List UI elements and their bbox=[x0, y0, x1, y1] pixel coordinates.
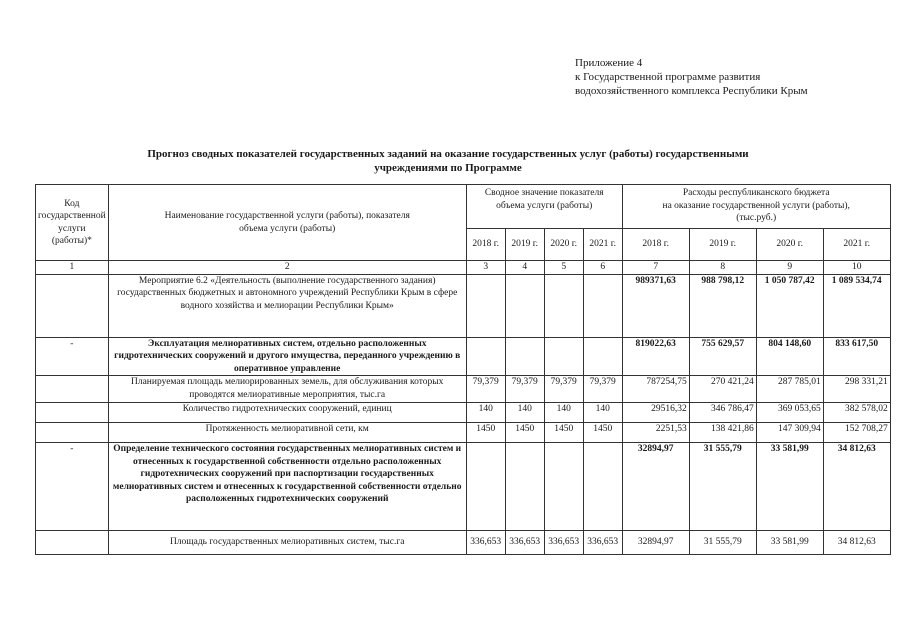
row-expense-2018: 819022,63 bbox=[622, 337, 689, 376]
row-expense-2020: 1 050 787,42 bbox=[756, 274, 823, 337]
row-volume-2019 bbox=[505, 274, 544, 337]
appendix-line-1: Приложение 4 bbox=[575, 57, 643, 69]
row-name: Протяженность мелиоративной сети, км bbox=[108, 423, 466, 443]
column-number: 5 bbox=[544, 261, 583, 275]
row-code bbox=[36, 376, 109, 403]
year-volume-2021: 2021 г. bbox=[583, 229, 622, 261]
row-volume-2020: 336,653 bbox=[544, 531, 583, 555]
header-expenses-line-3: (тыс.руб.) bbox=[736, 213, 777, 223]
row-name: Площадь государственных мелиоративных систем, тыс.га bbox=[108, 531, 466, 555]
row-expense-2018: 29516,32 bbox=[622, 403, 689, 423]
row-expense-2021: 152 708,27 bbox=[823, 423, 890, 443]
row-volume-2019: 1450 bbox=[505, 423, 544, 443]
row-expense-2020: 33 581,99 bbox=[756, 443, 823, 531]
row-expense-2019: 346 786,47 bbox=[689, 403, 756, 423]
row-volume-2019: 140 bbox=[505, 403, 544, 423]
year-expense-2020: 2020 г. bbox=[756, 229, 823, 261]
appendix-line-3: водохозяйственного комплекса Республики Крым bbox=[575, 85, 808, 97]
document-title-line-1: Прогноз сводных показателей государственных заданий на оказание государственных услуг (работы) государственными bbox=[147, 148, 749, 160]
table-row bbox=[36, 531, 891, 555]
document-title bbox=[88, 147, 808, 175]
row-code bbox=[36, 403, 109, 423]
column-number: 1 bbox=[36, 261, 109, 275]
document-title-line-2: учреждениями по Программе bbox=[374, 162, 522, 174]
row-expense-2019: 270 421,24 bbox=[689, 376, 756, 403]
column-number: 6 bbox=[583, 261, 622, 275]
column-number: 10 bbox=[823, 261, 890, 275]
year-expense-2021: 2021 г. bbox=[823, 229, 890, 261]
appendix-note bbox=[575, 56, 808, 98]
column-number: 2 bbox=[108, 261, 466, 275]
row-volume-2021: 1450 bbox=[583, 423, 622, 443]
header-name: Наименование государственной услуги (работы), показателя объема услуги (работы) bbox=[108, 185, 466, 261]
row-expense-2018: 2251,53 bbox=[622, 423, 689, 443]
row-expense-2021: 298 331,21 bbox=[823, 376, 890, 403]
row-code bbox=[36, 423, 109, 443]
table-row bbox=[36, 274, 891, 337]
row-expense-2019: 31 555,79 bbox=[689, 443, 756, 531]
row-expense-2021: 34 812,63 bbox=[823, 531, 890, 555]
row-expense-2021: 833 617,50 bbox=[823, 337, 890, 376]
table-row bbox=[36, 403, 891, 423]
row-code: - bbox=[36, 337, 109, 376]
table-row bbox=[36, 337, 891, 376]
row-volume-2020 bbox=[544, 443, 583, 531]
row-code bbox=[36, 531, 109, 555]
row-volume-2019: 336,653 bbox=[505, 531, 544, 555]
column-number: 4 bbox=[505, 261, 544, 275]
header-expenses-line-2: на оказание государственной услуги (работы), bbox=[662, 200, 850, 211]
year-expense-2019: 2019 г. bbox=[689, 229, 756, 261]
row-name: Определение технического состояния государственных мелиоративных систем и отнесенных к государственной собственности отдельно расположенных гидротехнических сооружений при паспортизации государственных мелиоративных систем и отнесенных к государственной собственности отдельно расположенных гидротехнических сооружений bbox=[108, 443, 466, 531]
row-volume-2021 bbox=[583, 274, 622, 337]
year-volume-2019: 2019 г. bbox=[505, 229, 544, 261]
header-expenses bbox=[622, 185, 890, 229]
forecast-table bbox=[35, 184, 891, 555]
year-volume-2020: 2020 г. bbox=[544, 229, 583, 261]
row-volume-2021: 140 bbox=[583, 403, 622, 423]
row-expense-2018: 989371,63 bbox=[622, 274, 689, 337]
row-code bbox=[36, 274, 109, 337]
row-volume-2018: 79,379 bbox=[466, 376, 505, 403]
row-volume-2020 bbox=[544, 337, 583, 376]
row-volume-2019 bbox=[505, 443, 544, 531]
row-expense-2020: 804 148,60 bbox=[756, 337, 823, 376]
row-name: Мероприятие 6.2 «Деятельность (выполнение государственного задания) государственных бюджетных и автономного учреждений Республики Крым в сфере водного хозяйства и мелиорации Республики Крым» bbox=[108, 274, 466, 337]
row-expense-2019: 755 629,57 bbox=[689, 337, 756, 376]
column-number: 9 bbox=[756, 261, 823, 275]
row-volume-2018 bbox=[466, 337, 505, 376]
row-name: Эксплуатация мелиоративных систем, отдельно расположенных гидротехнических сооружений и другого имущества, переданного учреждению в оперативное управление bbox=[108, 337, 466, 376]
row-volume-2020: 79,379 bbox=[544, 376, 583, 403]
row-expense-2021: 382 578,02 bbox=[823, 403, 890, 423]
row-expense-2019: 138 421,86 bbox=[689, 423, 756, 443]
row-expense-2018: 32894,97 bbox=[622, 531, 689, 555]
header-volume: Сводное значение показателя объема услуги (работы) bbox=[466, 185, 622, 229]
row-volume-2018: 336,653 bbox=[466, 531, 505, 555]
row-volume-2020: 140 bbox=[544, 403, 583, 423]
row-expense-2021: 34 812,63 bbox=[823, 443, 890, 531]
row-volume-2019: 79,379 bbox=[505, 376, 544, 403]
year-expense-2018: 2018 г. bbox=[622, 229, 689, 261]
row-expense-2020: 147 309,94 bbox=[756, 423, 823, 443]
column-numbers-row bbox=[36, 261, 891, 275]
column-number: 8 bbox=[689, 261, 756, 275]
column-number: 7 bbox=[622, 261, 689, 275]
row-volume-2020 bbox=[544, 274, 583, 337]
row-expense-2020: 287 785,01 bbox=[756, 376, 823, 403]
row-expense-2020: 369 053,65 bbox=[756, 403, 823, 423]
year-volume-2018: 2018 г. bbox=[466, 229, 505, 261]
row-expense-2018: 787254,75 bbox=[622, 376, 689, 403]
appendix-line-2: к Государственной программе развития bbox=[575, 71, 761, 83]
row-volume-2020: 1450 bbox=[544, 423, 583, 443]
table-row bbox=[36, 443, 891, 531]
row-code: - bbox=[36, 443, 109, 531]
row-volume-2018: 140 bbox=[466, 403, 505, 423]
table-row bbox=[36, 376, 891, 403]
row-volume-2018: 1450 bbox=[466, 423, 505, 443]
row-volume-2021: 336,653 bbox=[583, 531, 622, 555]
row-volume-2021: 79,379 bbox=[583, 376, 622, 403]
header-expenses-line-1: Расходы республиканского бюджета bbox=[682, 188, 830, 198]
row-expense-2018: 32894,97 bbox=[622, 443, 689, 531]
row-volume-2021 bbox=[583, 337, 622, 376]
row-name: Количество гидротехнических сооружений, единиц bbox=[108, 403, 466, 423]
row-expense-2019: 988 798,12 bbox=[689, 274, 756, 337]
row-expense-2019: 31 555,79 bbox=[689, 531, 756, 555]
row-expense-2021: 1 089 534,74 bbox=[823, 274, 890, 337]
row-name: Планируемая площадь мелиорированных земель, для обслуживания которых проводятся мелиоративные мероприятия, тыс.га bbox=[108, 376, 466, 403]
header-code: Код государственной услуги (работы)* bbox=[36, 185, 109, 261]
row-expense-2020: 33 581,99 bbox=[756, 531, 823, 555]
row-volume-2018 bbox=[466, 443, 505, 531]
row-volume-2021 bbox=[583, 443, 622, 531]
row-volume-2018 bbox=[466, 274, 505, 337]
row-volume-2019 bbox=[505, 337, 544, 376]
column-number: 3 bbox=[466, 261, 505, 275]
table-row bbox=[36, 423, 891, 443]
